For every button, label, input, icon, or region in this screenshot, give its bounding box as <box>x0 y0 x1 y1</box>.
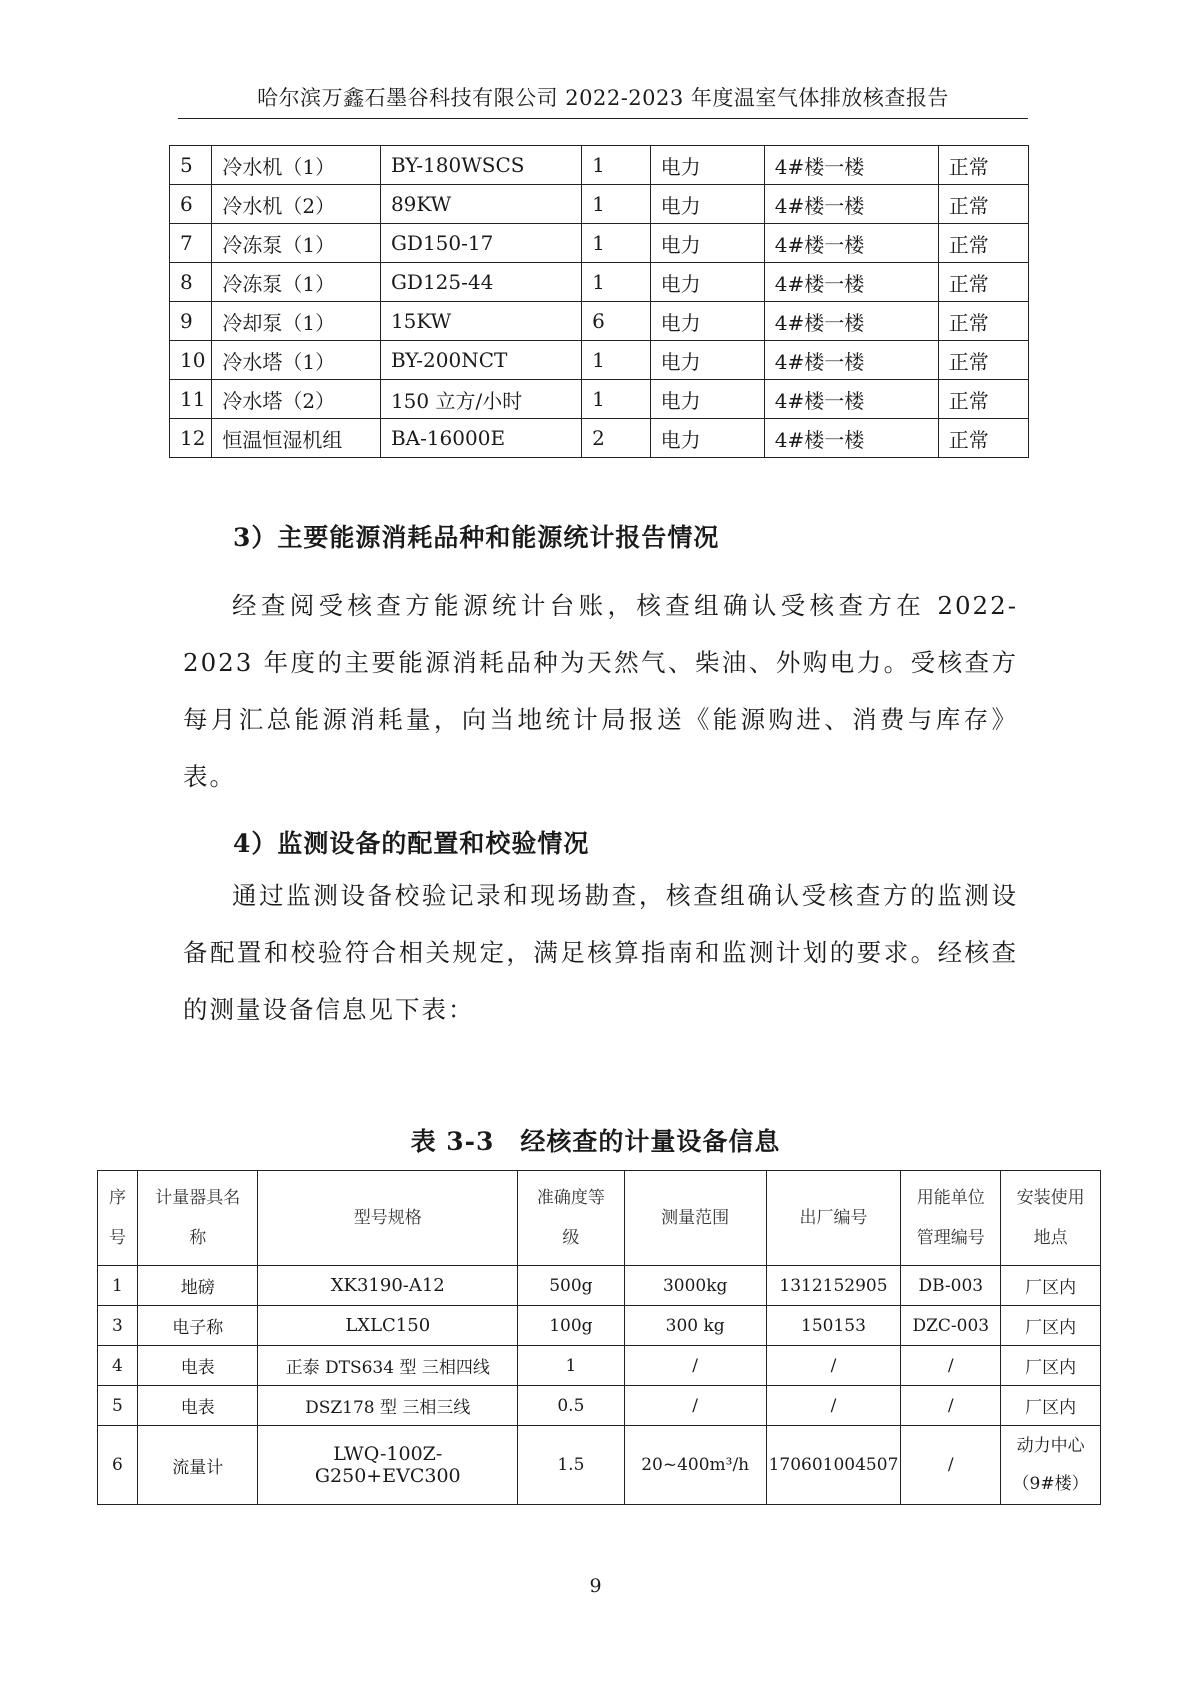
cell-unit: DB-003 <box>901 1266 1001 1306</box>
page-header: 哈尔滨万鑫石墨谷科技有限公司 2022-2023 年度温室气体排放核查报告 <box>257 86 949 110</box>
cell-no: 3 <box>98 1306 138 1346</box>
table-row <box>170 341 1029 380</box>
cell-name: 冷冻泵（1） <box>212 224 381 263</box>
cell-model: BY-180WSCS <box>380 146 581 185</box>
cell-model: 15KW <box>380 302 581 341</box>
table-row <box>98 1346 1101 1386</box>
cell-model: LXLC150 <box>258 1306 518 1346</box>
cell-accuracy: 1.5 <box>518 1426 625 1505</box>
header-no: 序 号 <box>98 1171 138 1266</box>
cell-model: LWQ-100Z-G250+EVC300 <box>258 1426 518 1505</box>
meter-table-header <box>98 1171 1101 1266</box>
cell-model: GD150-17 <box>380 224 581 263</box>
cell-model: BA-16000E <box>380 419 581 458</box>
header-location: 安装使用 地点 <box>1001 1171 1101 1266</box>
table-row <box>170 263 1029 302</box>
cell-energy: 电力 <box>650 263 764 302</box>
cell-no: 8 <box>170 263 212 302</box>
cell-status: 正常 <box>938 302 1028 341</box>
cell-location: 4#楼一楼 <box>764 146 938 185</box>
cell-no: 9 <box>170 302 212 341</box>
section-3-paragraph: 经查阅受核查方能源统计台账，核查组确认受核查方在 2022-2023 年度的主要能源消耗品种为天然气、柴油、外购电力。受核查方每月汇总能源消耗量，向当地统计局报送《能源购进、消费与库存》表。 <box>183 591 1018 791</box>
cell-unit: / <box>901 1386 1001 1426</box>
cell-name: 冷水塔（1） <box>212 341 381 380</box>
cell-model: 150 立方/小时 <box>380 380 581 419</box>
cell-name: 冷冻泵（1） <box>212 263 381 302</box>
header-range: 测量范围 <box>624 1171 766 1266</box>
cell-energy: 电力 <box>650 185 764 224</box>
cell-name: 地磅 <box>137 1266 258 1306</box>
cell-energy: 电力 <box>650 302 764 341</box>
cell-no: 11 <box>170 380 212 419</box>
header-model: 型号规格 <box>258 1171 518 1266</box>
table-caption: 表 3-3 经核查的计量设备信息 <box>410 1127 781 1156</box>
cell-energy: 电力 <box>650 224 764 263</box>
cell-name: 电子称 <box>137 1306 258 1346</box>
cell-status: 正常 <box>938 146 1028 185</box>
cell-status: 正常 <box>938 380 1028 419</box>
cell-range: 300 kg <box>624 1306 766 1346</box>
cell-qty: 1 <box>582 380 651 419</box>
header-divider <box>178 118 1028 119</box>
cell-serial: / <box>766 1346 901 1386</box>
cell-accuracy: 0.5 <box>518 1386 625 1426</box>
cell-accuracy: 500g <box>518 1266 625 1306</box>
cell-no: 10 <box>170 341 212 380</box>
cell-unit: / <box>901 1346 1001 1386</box>
cell-location: 4#楼一楼 <box>764 224 938 263</box>
section-4-heading: 4）监测设备的配置和校验情况 <box>233 829 590 858</box>
cell-name: 电表 <box>137 1386 258 1426</box>
section-4-paragraph: 通过监测设备校验记录和现场勘查，核查组确认受核查方的监测设备配置和校验符合相关规定，满足核算指南和监测计划的要求。经核查的测量设备信息见下表： <box>183 881 1018 1024</box>
table-row <box>170 302 1029 341</box>
cell-no: 6 <box>170 185 212 224</box>
page-number: 9 <box>589 1575 602 1597</box>
header-name: 计量器具名 称 <box>137 1171 258 1266</box>
cell-name: 冷水机（2） <box>212 185 381 224</box>
cell-no: 5 <box>170 146 212 185</box>
cell-status: 正常 <box>938 185 1028 224</box>
cell-qty: 1 <box>582 224 651 263</box>
cell-qty: 1 <box>582 263 651 302</box>
cell-qty: 1 <box>582 185 651 224</box>
meter-table <box>97 1170 1101 1505</box>
cell-name: 恒温恒湿机组 <box>212 419 381 458</box>
cell-serial: / <box>766 1386 901 1426</box>
cell-status: 正常 <box>938 263 1028 302</box>
cell-loc: 厂区内 <box>1001 1386 1101 1426</box>
cell-status: 正常 <box>938 224 1028 263</box>
cell-serial: 150153 <box>766 1306 901 1346</box>
cell-serial: 1312152905 <box>766 1266 901 1306</box>
cell-energy: 电力 <box>650 146 764 185</box>
cell-qty: 1 <box>582 341 651 380</box>
cell-location: 4#楼一楼 <box>764 263 938 302</box>
cell-loc: 厂区内 <box>1001 1346 1101 1386</box>
header-unit: 用能单位 管理编号 <box>901 1171 1001 1266</box>
cell-model: GD125-44 <box>380 263 581 302</box>
table-row <box>170 419 1029 458</box>
cell-qty: 2 <box>582 419 651 458</box>
cell-location: 动力中心 （9#楼） <box>1001 1426 1101 1505</box>
cell-name: 电表 <box>137 1346 258 1386</box>
cell-location: 4#楼一楼 <box>764 419 938 458</box>
cell-no: 1 <box>98 1266 138 1306</box>
cell-status: 正常 <box>938 419 1028 458</box>
cell-location: 4#楼一楼 <box>764 341 938 380</box>
cell-qty: 6 <box>582 302 651 341</box>
cell-no: 7 <box>170 224 212 263</box>
cell-no: 5 <box>98 1386 138 1426</box>
cell-location: 4#楼一楼 <box>764 185 938 224</box>
cell-model: XK3190-A12 <box>258 1266 518 1306</box>
table-row <box>170 146 1029 185</box>
table-row <box>98 1306 1101 1346</box>
cell-range: 3000kg <box>624 1266 766 1306</box>
header-serial: 出厂编号 <box>766 1171 901 1266</box>
cell-model: 正泰 DTS634 型 三相四线 <box>258 1346 518 1386</box>
cell-no: 6 <box>98 1426 138 1505</box>
cell-serial: 170601004507 <box>766 1426 901 1505</box>
cell-energy: 电力 <box>650 380 764 419</box>
header-accuracy: 准确度等 级 <box>518 1171 625 1266</box>
cell-location: 4#楼一楼 <box>764 380 938 419</box>
cell-accuracy: 1 <box>518 1346 625 1386</box>
cell-accuracy: 100g <box>518 1306 625 1346</box>
equipment-table <box>169 145 1029 458</box>
cell-range: 20~400m³/h <box>624 1426 766 1505</box>
cell-energy: 电力 <box>650 419 764 458</box>
cell-unit: DZC-003 <box>901 1306 1001 1346</box>
table-row <box>170 224 1029 263</box>
table-row <box>98 1426 1101 1505</box>
cell-model: DSZ178 型 三相三线 <box>258 1386 518 1426</box>
cell-no: 12 <box>170 419 212 458</box>
cell-range: / <box>624 1346 766 1386</box>
cell-model: BY-200NCT <box>380 341 581 380</box>
cell-qty: 1 <box>582 146 651 185</box>
cell-unit: / <box>901 1426 1001 1505</box>
table-row <box>98 1386 1101 1426</box>
table-row <box>170 380 1029 419</box>
section-3-heading: 3）主要能源消耗品种和能源统计报告情况 <box>233 523 720 552</box>
cell-loc: 厂区内 <box>1001 1306 1101 1346</box>
cell-location: 4#楼一楼 <box>764 302 938 341</box>
table-row <box>170 185 1029 224</box>
cell-name: 冷却泵（1） <box>212 302 381 341</box>
cell-name: 冷水机（1） <box>212 146 381 185</box>
cell-name: 冷水塔（2） <box>212 380 381 419</box>
table-row <box>98 1266 1101 1306</box>
cell-no: 4 <box>98 1346 138 1386</box>
cell-energy: 电力 <box>650 341 764 380</box>
cell-name: 流量计 <box>137 1426 258 1505</box>
cell-loc: 厂区内 <box>1001 1266 1101 1306</box>
cell-status: 正常 <box>938 341 1028 380</box>
cell-range: / <box>624 1386 766 1426</box>
cell-model: 89KW <box>380 185 581 224</box>
